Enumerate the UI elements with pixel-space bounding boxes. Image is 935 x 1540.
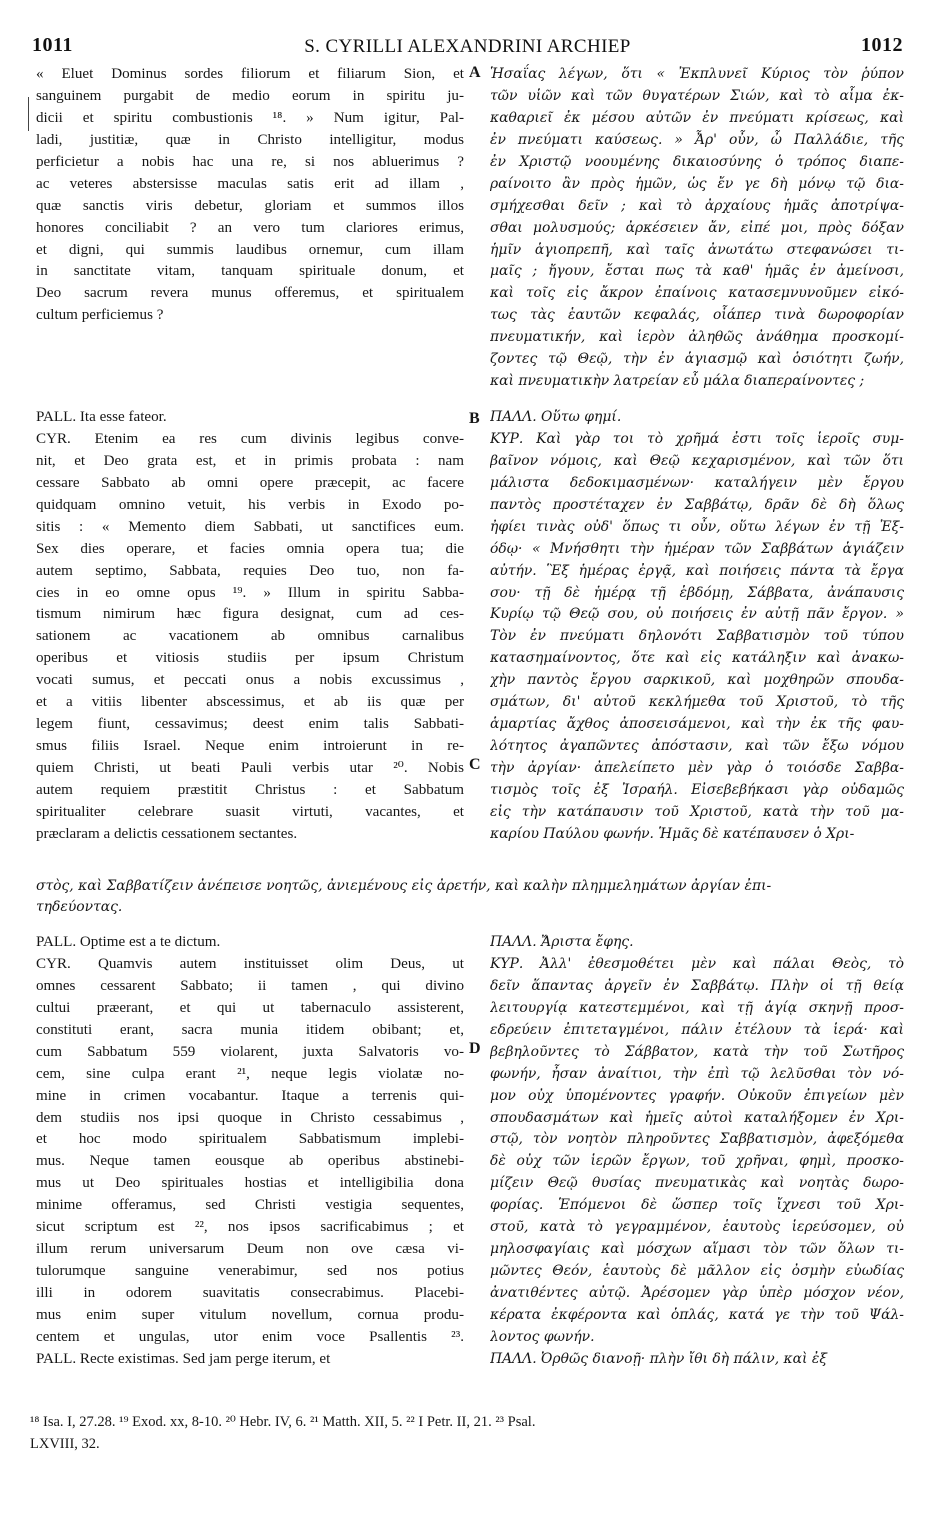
greek-text-line: παντὸς προστέταχεν ἐν Σαββάτῳ, δρᾶν δὲ δὴ ὅλως bbox=[490, 496, 904, 513]
latin-text-line: et a vitiis libenter abscessimus, et ab iis quæ per bbox=[36, 694, 464, 711]
greek-text-line: σθαι μολυσμούς; ἀρκέσειεν ἄν, εἰπέ μοι, πρὸς δόξαν bbox=[490, 219, 904, 236]
greek-text-line: μῶντες Θεόν, ἑαυτοὺς δὲ μᾶλλον εἰς ὀσμὴν εὐωδίας bbox=[490, 1263, 904, 1280]
latin-text-line: dicii et spiritu combustionis ¹⁸. » Num igitur, Pal- bbox=[36, 109, 464, 126]
latin-text-line: tismum nimirum hæc figura designat, cum ad ces- bbox=[36, 606, 464, 623]
latin-text-line: cultum perficiemus ? bbox=[36, 307, 164, 324]
greek-text-line: τῶν υἱῶν καὶ τῶν θυγατέρων Σιών, καὶ τὸ αἷμα ἐκ- bbox=[490, 87, 904, 104]
latin-text-line: PALL. Ita esse fateor. bbox=[36, 409, 167, 425]
latin-text-line: cessare Sabbato ab omni opere præcepit, ac facere bbox=[36, 474, 464, 491]
greek-text-line: βεβηλοῦντες τὸ Σάββατον, κατὰ τὴν τοῦ Σωτῆρος bbox=[490, 1043, 904, 1060]
latin-block-2 bbox=[36, 407, 464, 846]
latin-text-line: mine in crimen vocabantur. Itaque a terrenis qui- bbox=[36, 1087, 464, 1104]
greek-text-line: Ἡσαΐας λέγων, ὅτι « Ἐκπλυνεῖ Κύριος τὸν ῥύπον bbox=[490, 66, 904, 82]
margin-letter-d: D bbox=[469, 1040, 481, 1057]
latin-text-line: quiem Christi, ut beati Pauli verbis utar ²⁰. Nobis bbox=[36, 760, 464, 776]
greek-text-line: κέρατα ἐκφέροντα καὶ ὁπλάς, κατά γε τὴν τοῦ Ψάλ- bbox=[490, 1306, 904, 1323]
latin-text-line: quidquam omnino vetuit, his verbis in Exodo po- bbox=[36, 496, 464, 513]
latin-text-line: minime offeramus, sed Christi vestigia sequentes, bbox=[36, 1197, 464, 1214]
greek-text-line: ΠΑΛΛ. Οὕτω φημί. bbox=[490, 409, 622, 425]
latin-text-line: autem requiem præstitit Christus : et Sabbatum bbox=[36, 781, 464, 798]
latin-text-line: mus enim super vitulum novellum, cornua produ- bbox=[36, 1306, 464, 1323]
latin-text-line: operibus et vitiosis studiis per ipsum Christum bbox=[36, 650, 464, 667]
margin-letter-c: C bbox=[469, 756, 481, 773]
latin-text-line: in sanctitate vitam, tanquam spirituale donum, et bbox=[36, 263, 464, 280]
greek-text-line: τως τὰς ἑαυτῶν κεφαλάς, οἷάπερ τινὰ δωροφορίαν bbox=[490, 307, 904, 324]
greek-text-line: ἀνατιθέντες αὐτῷ. Ἀρέσομεν γὰρ ὑπὲρ μόσχον νέον, bbox=[490, 1285, 904, 1301]
latin-text-line: cies in eo omne opus ¹⁹. » Illum in spiritu Sabba- bbox=[36, 584, 464, 601]
greek-text-line: καὶ τοῖς εἰς ἄκρον ἐπαίνοις κατασεμνυνοῦμεν εἰκό- bbox=[490, 285, 904, 302]
latin-text-line: ac veteres abstersisse maculas satis erit ad illam , bbox=[36, 175, 464, 192]
latin-text-line: nit, et Deo grata est, et in primis probata : nam bbox=[36, 452, 464, 469]
margin-letter-a: A bbox=[469, 64, 481, 81]
greek-text-line: ζοντες τῷ Θεῷ, τὴν ἐν ἁγιασμῷ καὶ ὁσιότητι ζωήν, bbox=[490, 351, 904, 368]
greek-text-line: ἐν πνεύματι καύσεως. » Ἆρ' οὖν, ὦ Παλλάδιε, τῆς bbox=[490, 131, 904, 148]
latin-text-line: vocati sumus, et peccati onus a nobis excussimus , bbox=[36, 672, 464, 689]
latin-text-line: mus ut Deo spirituales hostias et intelligibilia dona bbox=[36, 1175, 464, 1192]
greek-text-line: τὴν ἀργίαν· ἀπελείπετο μὲν γὰρ ὁ τοιόσδε Σαββα- bbox=[490, 760, 904, 776]
latin-text-line: centem et ungulas, utor enim voce Psallentis ²³. bbox=[36, 1328, 464, 1345]
latin-text-line: mus. Neque tamen eousque ab operibus abstinebi- bbox=[36, 1153, 464, 1170]
latin-text-line: legem fiunt, cessavimus; deest enim talis Sabbati- bbox=[36, 716, 464, 733]
latin-text-line: Sex dies operare, et facies omnia opera tua; die bbox=[36, 540, 464, 557]
latin-text-line: PALL. Recte existimas. Sed jam perge iterum, et bbox=[36, 1350, 331, 1367]
latin-block-1 bbox=[36, 64, 464, 327]
footnotes bbox=[30, 1411, 905, 1455]
greek-text-line: ΚΥΡ. Καὶ γὰρ τοι τὸ χρῆμά ἐστι τοῖς ἱεροῖς συμ- bbox=[490, 430, 904, 447]
greek-text-line: ἐν Χριστῷ νοουμένης δικαιοσύνης ὁ τρόπος διαπε- bbox=[490, 153, 904, 170]
greek-text-line: αὐτήν. Ἓξ ἡμέρας ἐργᾷ, καὶ ποιήσεις πάντα τὰ ἔργα bbox=[490, 562, 904, 579]
latin-text-line: PALL. Optime est a te dictum. bbox=[36, 934, 221, 950]
greek-text-line: καρίου Παύλου φωνήν. Ἡμᾶς δὲ κατέπαυσεν ὁ Χρι- bbox=[490, 825, 855, 842]
footnote-line-1: ¹⁸ Isa. I, 27.28. ¹⁹ Exod. xx, 8-10. ²⁰ Hebr. IV, 6. ²¹ Matth. XII, 5. ²² I Petr. II, 21. ²³ Psal. bbox=[30, 1414, 536, 1430]
latin-text-line: autem septimo, Sabbata, requies Deo tuo, non fa- bbox=[36, 562, 464, 579]
greek-text-line: εἰς τὴν κατάπαυσιν τοῦ Χριστοῦ, κατὰ τὴν τοῦ μα- bbox=[490, 803, 904, 820]
latin-text-line: Deo sacrum revera munus offeremus, et spiritualem bbox=[36, 285, 464, 302]
latin-text-line: sanguinem purgabit de medio eorum in spiritu ju- bbox=[36, 87, 464, 104]
greek-text-line: ΚΥΡ. Ἀλλ' ἐθεσμοθέτει μὲν καὶ πάλαι Θεὸς, τὸ bbox=[490, 955, 904, 972]
greek-text-line: σου· τῇ δὲ ἡμέρᾳ τῇ ἑβδόμῃ, Σάββατα, ἀνάπαυσις bbox=[490, 584, 904, 601]
greek-text-line: μάλιστα δεδοκιμασμένων· καταλήγειν μὲν ἔργου bbox=[490, 474, 904, 491]
greek-text-line: σμήχεσθαι δεῖν ; καὶ τὸ ἀρχαίους ἡμᾶς ἀποτρίψα- bbox=[490, 197, 904, 214]
latin-block-3 bbox=[36, 932, 464, 1371]
latin-text-line: sicut scriptum est ²², nos ipsos sacrificabimus ; et bbox=[36, 1219, 464, 1236]
latin-text-line: dem studiis nos ipsi quoque in Christo cessabimus , bbox=[36, 1109, 464, 1126]
latin-text-line: perficietur a nobis hac una re, si nos abluerimus ? bbox=[36, 153, 464, 170]
latin-text-line: spiritualiter celebrare suasit virtuti, vacantes, et bbox=[36, 803, 464, 820]
latin-text-line: sationem ac vacationem ab omnibus carnalibus bbox=[36, 628, 464, 645]
greek-text-line: ραίνοιτο ἂν πρὸς ἡμῶν, ὡς ἔν γε δὴ μόνῳ τῷ δια- bbox=[490, 175, 904, 192]
greek-text-line: καὶ πνευματικὴν λατρείαν εὖ μάλα διαπεραίνοντες ; bbox=[490, 373, 865, 390]
greek-text-line: Κυρίῳ τῷ Θεῷ σου, οὐ ποιήσεις ἐν αὐτῇ πᾶν ἔργον. » bbox=[490, 606, 904, 623]
margin-letter-b: B bbox=[469, 410, 480, 427]
footnote-line-2: LXVIII, 32. bbox=[30, 1436, 100, 1452]
greek-text-line: καθαριεῖ ἐκ μέσου αὐτῶν ἐν πνεύματι κρίσεως, καὶ bbox=[490, 109, 904, 126]
running-title: S. CYRILLI ALEXANDRINI ARCHIEP bbox=[304, 36, 631, 57]
greek-text-line: δεῖν ἅπαντας ἀργεῖν ἐν Σαββάτῳ. Πλὴν οἱ τῇ θείᾳ bbox=[490, 977, 904, 994]
greek-text-line: δὲ οὐχ τῶν ἱερῶν ἔργων, τοῦ χρῆναι, φημὶ, προσκο- bbox=[490, 1153, 904, 1170]
latin-text-line: quæ sanctis viris debetur, gloriam et summos illos bbox=[36, 197, 464, 214]
greek-text-line: φορίας. Ἑπόμενοι δὲ ὥσπερ τοῖς ἴχνεσι τοῦ Χρι- bbox=[490, 1197, 904, 1214]
greek-text-line: βαῖνον νόμοις, καὶ Θεῷ κεχαρισμένον, καὶ τῶν ὅτι bbox=[490, 452, 904, 469]
greek-text-line: μον οὐχ ὑπομένοντες γραφήν. Οὐκοῦν ἐπιγείων μὲν bbox=[490, 1087, 904, 1104]
latin-text-line: CYR. Quamvis autem instituisset olim Deus, ut bbox=[36, 955, 464, 972]
latin-text-line: et hoc modo spiritualem Sabbatismum implebi- bbox=[36, 1131, 464, 1148]
latin-text-line: « Eluet Dominus sordes filiorum et filiarum Sion, et bbox=[36, 66, 464, 82]
latin-text-line: ladi, justitiæ, quæ in Christo intelligitur, modus bbox=[36, 131, 464, 148]
latin-text-line: cem, sine culpa erant ²¹, neque legis violatæ no- bbox=[36, 1065, 464, 1082]
greek-text-line: στοῦ, κατὰ τὸ γεγραμμένον, ἑαυτοὺς ἱερεύσομεν, οὐ bbox=[490, 1219, 904, 1236]
latin-text-line: cum Sabbatum 559 violarent, juxta Salvatoris vo- bbox=[36, 1043, 464, 1060]
greek-text-line: λειτουργίᾳ κατεστεμμένοι, καὶ τῇ ἁγίᾳ σκηνῇ προσ- bbox=[490, 999, 904, 1016]
latin-text-line: tulorumque sanguine venerabimur, sed nos potius bbox=[36, 1263, 464, 1280]
greek-text-line: λοντος φωνήν. bbox=[490, 1328, 595, 1345]
greek-block-2 bbox=[490, 407, 904, 846]
greek-text-line: λότητος ἀγαπῶντες ἀπόστασιν, καὶ τῶν ἔξω νόμου bbox=[490, 738, 904, 755]
greek-text-line: εδρεύειν ἐπιτεταγμένοι, πάλιν ἐτέλουν τὰ ἱερά· καὶ bbox=[490, 1021, 904, 1038]
greek-text-line: σπουδασμάτων καὶ ἡμεῖς αὐτοὶ καταλήξομεν ἐν Χρι- bbox=[490, 1109, 904, 1126]
left-page-number: 1011 bbox=[32, 34, 73, 56]
latin-text-line: smus filiis Israel. Neque enim introierunt in re- bbox=[36, 738, 464, 755]
latin-text-line: omnes cessarent Sabbato; ii tamen , qui divino bbox=[36, 977, 464, 994]
greek-text-line: ΠΑΛΛ. Ἄριστα ἔφης. bbox=[490, 934, 634, 950]
latin-text-line: CYR. Etenim ea res cum divinis legibus conve- bbox=[36, 430, 464, 447]
greek-text-line: κατασημαίνοντος, ὅτε καὶ εἰς κατάληξιν καὶ ἀνακω- bbox=[490, 650, 904, 667]
greek-text-line: όδῳ· « Μνήσθητι τὴν ἡμέραν τῶν Σαββάτων ἁγιάζειν bbox=[490, 540, 904, 557]
greek-text-line: σμάτων, δι' αὐτοῦ κεκλήμεθα τοῦ Χριστοῦ, τὸ τῆς bbox=[490, 694, 904, 711]
greek-runover-line-1: στὸς, καὶ Σαββατίζειν ἀνέπεισε νοητῶς, ἀνιεμένους εἰς ἀρετήν, καὶ καλὴν πλημμελημάτων ἀργίαν ἐπι- bbox=[36, 878, 772, 894]
latin-text-line: sitis : « Memento diem Sabbati, ut sanctifices eum. bbox=[36, 518, 464, 535]
greek-block-1 bbox=[490, 64, 904, 393]
greek-text-line: ΠΑΛΛ. Ὀρθῶς διανοῇ· πλὴν ἴθι δὴ πάλιν, καὶ ἐξ bbox=[490, 1350, 828, 1367]
greek-text-line: μαῖς ; ἤγουν, ἔσται πως τὰ καθ' ἡμᾶς ἐν ἀμείνοσι, bbox=[490, 263, 904, 280]
latin-text-line: et digni, qui summis laudibus ornemur, cum illam bbox=[36, 241, 464, 258]
greek-text-line: χὴν παντὸς ἔργου σαρκικοῦ, καὶ μοχθηρῶν σπουδα- bbox=[490, 672, 904, 689]
greek-text-line: τισμὸς τοῖς ἐξ Ἰσραήλ. Εἰσεβεβήκασι γὰρ οὐδαμῶς bbox=[490, 781, 904, 798]
greek-runover-line-2: τηδεύοντας. bbox=[36, 899, 123, 915]
greek-text-line: μηλοσφαγίαις καὶ μόσχων αἵμασι τὸν τῶν ὅλων τι- bbox=[490, 1241, 904, 1258]
latin-text-line: præclaram a delictis cessationem sectantes. bbox=[36, 825, 298, 842]
latin-text-line: constituti erant, sacra munia itidem obibant; et, bbox=[36, 1021, 464, 1038]
latin-text-line: honores conciliabit ? an vero tum clariores erimus, bbox=[36, 219, 464, 236]
greek-text-line: φωνήν, ἦσαν ἀναίτιοι, τὴν ἐπὶ τῷ λελῦσθαι τὸν νό- bbox=[490, 1065, 904, 1082]
margin-bracket bbox=[28, 97, 31, 131]
right-page-number: 1012 bbox=[861, 34, 903, 56]
greek-text-line: ἁμαρτίας ἄχθος ἀποσεισάμενοι, καὶ τὴν ἐκ τῆς φαυ- bbox=[490, 716, 904, 733]
greek-text-line: στῷ, τὸν νοητὸν πληροῦντες Σαββατισμὸν, ἀφεξόμεθα bbox=[490, 1131, 904, 1148]
greek-block-3 bbox=[490, 932, 904, 1371]
latin-text-line: cultui præerant, et qui ut tabernaculo assisterent, bbox=[36, 999, 464, 1016]
latin-text-line: illum rerum universarum Deum non ove cæsa vi- bbox=[36, 1241, 464, 1258]
greek-text-line: πνευματικήν, καὶ ἱερὸν ἀληθῶς ἀνάθημα προσκομί- bbox=[490, 329, 904, 346]
page-header bbox=[0, 34, 935, 58]
greek-text-line: Τὸν ἐν πνεύματι δηλονότι Σαββατισμὸν τοῦ τύπου bbox=[490, 628, 904, 645]
greek-text-line: μίζειν Θεῷ θυσίας πνευματικὰς καὶ νοητὰς δωρο- bbox=[490, 1175, 904, 1192]
latin-text-line: illi in odorem suavitatis consecrabimus. Placebi- bbox=[36, 1285, 464, 1301]
greek-text-line: ἠφίει τινὰς οὐδ' ὅπως τι οὖν, οὕτω λέγων ἐν τῇ Ἐξ- bbox=[490, 518, 904, 535]
greek-text-line: ἡμῖν ἁγιοπρεπῆ, καὶ ταῖς ἀνωτάτω στεφανώσει τι- bbox=[490, 241, 904, 258]
